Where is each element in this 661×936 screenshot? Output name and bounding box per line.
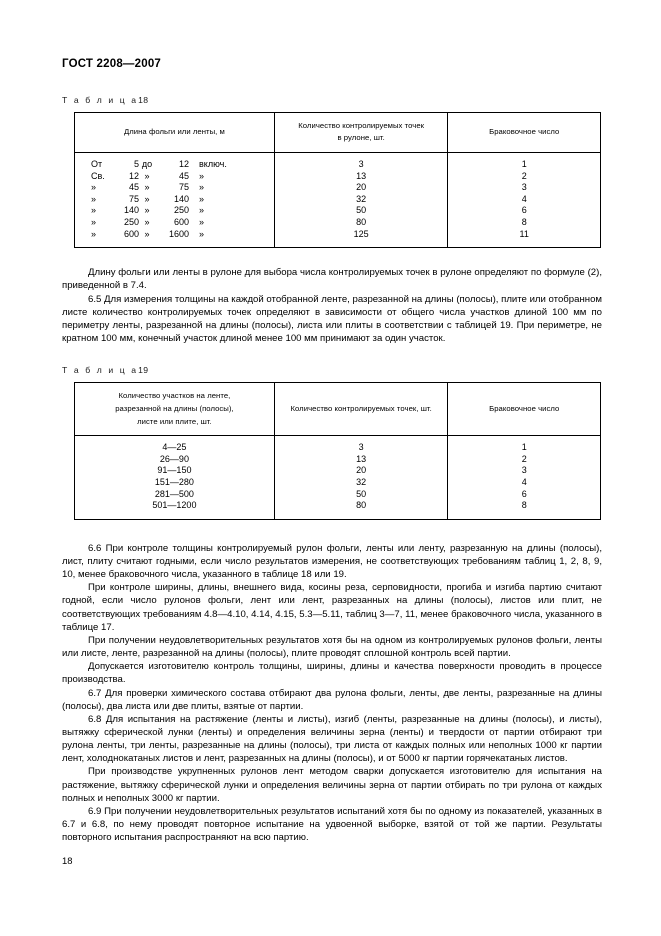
cell-value: 91—150 — [157, 465, 192, 476]
cell-value: 2 — [521, 453, 527, 464]
table-18 — [74, 112, 601, 249]
range-suffix: включ. — [199, 159, 227, 170]
table-19-reject-cell — [448, 436, 601, 520]
cell-value: 50 — [356, 205, 367, 216]
range-to: 250 — [173, 205, 189, 216]
paragraph-group-after-table-18 — [62, 266, 602, 345]
table-18-caption-number: 18 — [138, 94, 149, 105]
cell-value: 8 — [521, 217, 527, 228]
cell-value: 13 — [356, 453, 367, 464]
range-prefix: » — [91, 205, 97, 216]
cell-value: 20 — [356, 182, 367, 193]
table-19-points-cell — [274, 436, 448, 520]
range-to: 12 — [178, 159, 189, 170]
table-18-caption-label: Т а б л и ц а — [62, 94, 139, 105]
range-from: 12 — [128, 170, 139, 181]
cell-value: 4—25 — [162, 442, 187, 453]
range-from: 140 — [123, 205, 139, 216]
cell-value: 80 — [356, 500, 367, 511]
cell-value: 26—90 — [159, 453, 189, 464]
paragraph-clause-6-7: 6.7 Для проверки химического состава отбирают два рулона фольги, ленты, две ленты, разрезанные на длины (полосы), два листа или две плиты, взятые от партии. — [62, 687, 602, 712]
cell-value: 6 — [521, 488, 527, 499]
range-sep: до — [141, 159, 153, 170]
range-sep: » — [144, 182, 150, 193]
range-suffix: » — [199, 182, 205, 193]
paragraph-clause-6-6-part4: Допускается изготовителю контроль толщины, ширины, длины и качества поверхности проводить в процессе производства. — [62, 661, 602, 686]
table-19-points-list — [275, 436, 448, 519]
cell-value: 20 — [356, 465, 367, 476]
table-18-header-points-line2: в рулоне, шт. — [337, 133, 385, 143]
page-content — [62, 58, 602, 844]
table-18-body-row — [75, 153, 601, 248]
table-19-caption — [62, 365, 602, 375]
table-18-header-points — [274, 112, 448, 152]
paragraph-clause-6-6: 6.6 При контроле толщины контролируемый рулон фольги, ленты или ленту, разрезанную на длины (полосы), лист, плиту считают годными, если число результатов измерения, не соответствующих требованиям таблиц 1, 2, 8, 9, 10, менее браковочного числа, указанного в таблице 18 или 19. — [62, 542, 602, 581]
range-from: 600 — [123, 228, 139, 239]
cell-value: 1 — [521, 442, 527, 453]
range-to: 140 — [173, 193, 189, 204]
range-suffix: » — [199, 228, 205, 239]
range-sep: » — [144, 170, 150, 181]
table-18-points-list — [275, 153, 448, 247]
range-prefix: » — [91, 228, 97, 239]
cell-value: 8 — [521, 500, 527, 511]
cell-value: 3 — [521, 182, 527, 193]
range-from: 250 — [123, 217, 139, 228]
cell-value: 11 — [519, 228, 529, 239]
range-prefix: » — [91, 182, 97, 193]
range-to: 45 — [178, 170, 189, 181]
range-sep: » — [144, 228, 150, 239]
table-19-reject-list — [448, 436, 600, 519]
table-19-body-row — [75, 436, 601, 520]
range-to: 1600 — [168, 228, 189, 239]
range-prefix: » — [91, 217, 97, 228]
range-suffix: » — [199, 217, 205, 228]
table-18-reject-cell — [448, 153, 601, 248]
table-18-caption — [62, 95, 602, 105]
table-19-caption-label: Т а б л и ц а — [62, 365, 139, 376]
cell-value: 6 — [521, 205, 527, 216]
range-prefix: Св. — [91, 170, 105, 181]
page-number: 18 — [62, 855, 73, 866]
table-18-header-row — [75, 112, 601, 152]
range-from: 5 — [133, 159, 139, 170]
range-from: 45 — [128, 182, 139, 193]
cell-value: 3 — [358, 442, 364, 453]
table-row — [75, 159, 274, 171]
table-18-points-cell — [274, 153, 448, 248]
table-19-header-sections-line3: листе или плите, шт. — [137, 416, 212, 426]
table-19-sections-cell — [75, 436, 275, 520]
table-row — [75, 205, 274, 217]
cell-value: 281—500 — [154, 488, 194, 499]
table-19-header-reject: Браковочное число — [448, 383, 601, 436]
range-to: 75 — [178, 182, 189, 193]
cell-value: 3 — [358, 159, 364, 170]
paragraph-length-formula: Длину фольги или ленты в рулоне для выбора числа контролируемых точек в рулоне определяют по формуле (2), приведенной в 7.4. — [62, 267, 602, 292]
table-18-reject-list — [448, 153, 600, 247]
table-18-header-reject: Браковочное число — [448, 112, 601, 152]
paragraph-clause-6-8: 6.8 Для испытания на растяжение (ленты и листы), изгиб (ленты, разрезанные на длины (полосы), и листы), вытяжку сферической лунки (ленты) и определения величины зерна (ленты) и твердости от партии отбирают три рулона ленты, три ленты, разрезанные на длины (полосы), три листа от каждых полных или неполных 1000 кг партии лент, холоднокатаных листов и лент, разрезанных на длины (полосы), и от 5000 кг партии горячекатаных листов. — [62, 713, 602, 765]
range-suffix: » — [199, 205, 205, 216]
table-19-header-points: Количество контролируемых точек, шт. — [274, 383, 448, 436]
table-19-header-sections-line1: Количество участков на ленте, — [118, 391, 231, 401]
paragraph-clause-6-5: 6.5 Для измерения толщины на каждой отобранной ленте, разрезанной на длины (полосы), плите или отобранном листе количество контролируемых точек определяют в зависимости от общего числа участков длиной 100 мм по периметру ленты, разрезанной на длины (полосы), листа или плиты в соответствии с таблицей 19. При периметре, не кратном 100 мм, конечный участок длиной менее 100 мм принимают за один участок. — [62, 293, 602, 344]
range-sep: » — [144, 217, 150, 228]
cell-value: 4 — [521, 477, 527, 488]
cell-value: 50 — [356, 488, 367, 499]
paragraph-group-main — [62, 542, 602, 845]
cell-value: 1 — [521, 159, 527, 170]
range-prefix: От — [91, 159, 103, 170]
table-19-caption-number: 19 — [138, 365, 149, 376]
table-row — [75, 182, 274, 194]
range-suffix: » — [199, 170, 205, 181]
table-19-range-list — [75, 436, 274, 519]
table-18-length-list — [75, 153, 274, 247]
cell-value: 32 — [356, 193, 367, 204]
cell-value: 4 — [521, 193, 527, 204]
cell-value: 13 — [356, 170, 367, 181]
cell-value: 125 — [353, 228, 369, 239]
table-18-header-length: Длина фольги или ленты, м — [75, 112, 275, 152]
cell-value: 80 — [356, 217, 367, 228]
table-18-header-points-line1: Количество контролируемых точек — [298, 120, 425, 130]
table-19-header-sections-line2: разрезанной на длины (полосы), — [115, 403, 234, 413]
table-18-length-cell — [75, 153, 275, 248]
range-sep: » — [144, 193, 150, 204]
range-sep: » — [144, 205, 150, 216]
range-to: 600 — [173, 217, 189, 228]
paragraph-clause-6-9: 6.9 При получении неудовлетворительных результатов испытаний хотя бы по одному из показателей, указанных в 6.7 и 6.8, по нему проводят повторное испытание на удвоенной выборке, взятой от той же партии. Результаты повторного испытания распространяют на всю партию. — [62, 805, 602, 844]
table-row — [75, 171, 274, 183]
cell-value: 3 — [521, 465, 527, 476]
range-suffix: » — [199, 193, 205, 204]
table-19 — [74, 382, 601, 520]
cell-value: 2 — [521, 170, 527, 181]
table-row — [75, 194, 274, 206]
table-row — [75, 217, 274, 229]
range-prefix: » — [91, 193, 97, 204]
standard-header: ГОСТ 2208—2007 — [62, 58, 162, 70]
cell-value: 151—280 — [154, 477, 194, 488]
table-19-header-row — [75, 383, 601, 436]
paragraph-clause-6-6-part3: При получении неудовлетворительных результатов хотя бы на одном из контролируемых рулонов фольги, ленты или листе, ленте, разрезанной на длины (полосы), плите проводят сплошной контроль всей партии. — [62, 634, 602, 660]
range-from: 75 — [128, 193, 139, 204]
table-19-header-sections — [75, 383, 275, 436]
paragraph-clause-6-8-part2: При производстве укрупненных рулонов лент методом сварки допускается изготовителю для испытания на растяжение, вытяжку сферической лунки и определения величины зерна от партии отбирать по три рулона от каждых полных и неполных 3000 кг партии. — [62, 766, 602, 804]
cell-value: 32 — [356, 477, 367, 488]
paragraph-clause-6-6-part2: При контроле ширины, длины, внешнего вида, косины реза, серповидности, прогиба и изгиба партию считают годной, если число рулонов фольги, лент или лент, разрезанных на длины (полосы), листов или плит, не соответствующих требованиям 4.8—4.10, 4.14, 4.15, 5.3—5.11, таблиц 3—7, 11, менее браковочного числа, указанного в таблице 17. — [62, 582, 602, 633]
table-row — [75, 229, 274, 241]
cell-value: 501—1200 — [152, 500, 197, 511]
